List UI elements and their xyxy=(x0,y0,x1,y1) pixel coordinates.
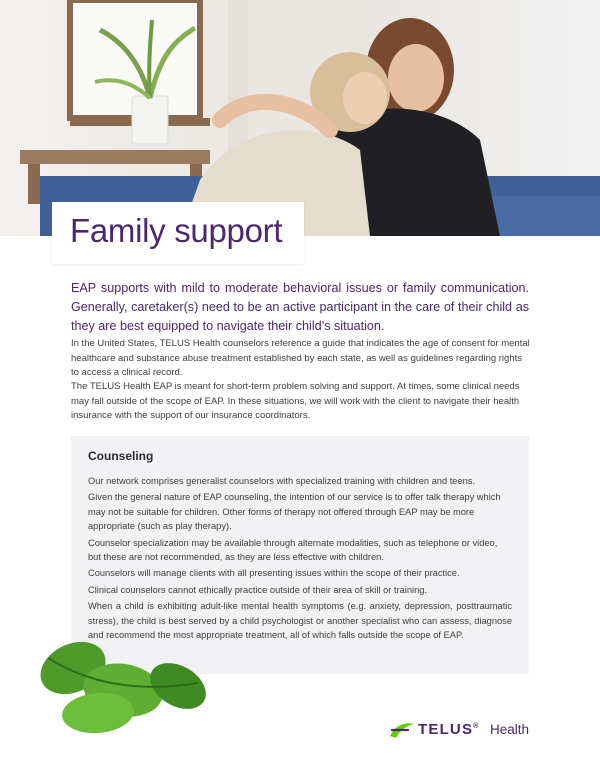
logo-brand: TELUS® xyxy=(418,721,480,738)
page-title: Family support xyxy=(70,212,283,249)
telus-leaf-logo-icon xyxy=(388,720,416,740)
counseling-item: Counselor specialization may be available through alternate modalities, such as telephone or video, but these are not recommended, as they are less effective with children. xyxy=(88,537,498,563)
counseling-item: Clinical counselors cannot ethically practice outside of their area of skill or training. xyxy=(88,584,427,595)
counseling-item: Counselors will manage clients with all presenting issues within the scope of their practice. xyxy=(88,568,460,579)
telus-health-logo xyxy=(388,720,538,740)
counseling-item: Given the general nature of EAP counseling, the intention of our service is to offer talk therapy which may not be suitable for children. Other forms of therapy not offered through EAP may be more appropriate (such as play therapy). xyxy=(88,492,501,532)
counseling-heading: Counseling xyxy=(88,449,154,463)
counseling-item: When a child is exhibiting adult-like mental health symptoms (e.g. anxiety, depression, posttraumatic stress), the child is best served by a child psychologist or another specialist who can assess, diagnose and recommend the most appropriate treatment, all of which falls outside the scope of EAP. xyxy=(88,601,512,641)
counseling-item: Our network comprises generalist counselors with specialized training with children and teens. xyxy=(88,476,476,486)
title-card xyxy=(52,202,304,264)
counseling-list xyxy=(88,474,512,644)
green-leaves-icon xyxy=(28,628,218,738)
body-paragraph-consent: In the United States, TELUS Health counselors reference a guide that indicates the age of consent for mental healthcare and substance abuse treatment established by each state, as well as guidelines regarding rights to access a clinical record. xyxy=(71,338,530,378)
body-paragraph-scope: The TELUS Health EAP is meant for short-term problem solving and support. At times, some clinical needs may fall outside of the scope of EAP. In these situations, we will work with the client to navigate their health insurance with the support of our insurance coordinators. xyxy=(71,381,520,421)
lead-paragraph: EAP supports with mild to moderate behavioral issues or family communication. Generally, caretaker(s) need to be an active participant in the care of their child as they are best equipped to navigate their child’s situation. xyxy=(71,281,529,333)
hug-photo-illustration xyxy=(0,0,600,236)
logo-product: Health xyxy=(490,722,530,737)
hero-photo xyxy=(0,0,600,236)
